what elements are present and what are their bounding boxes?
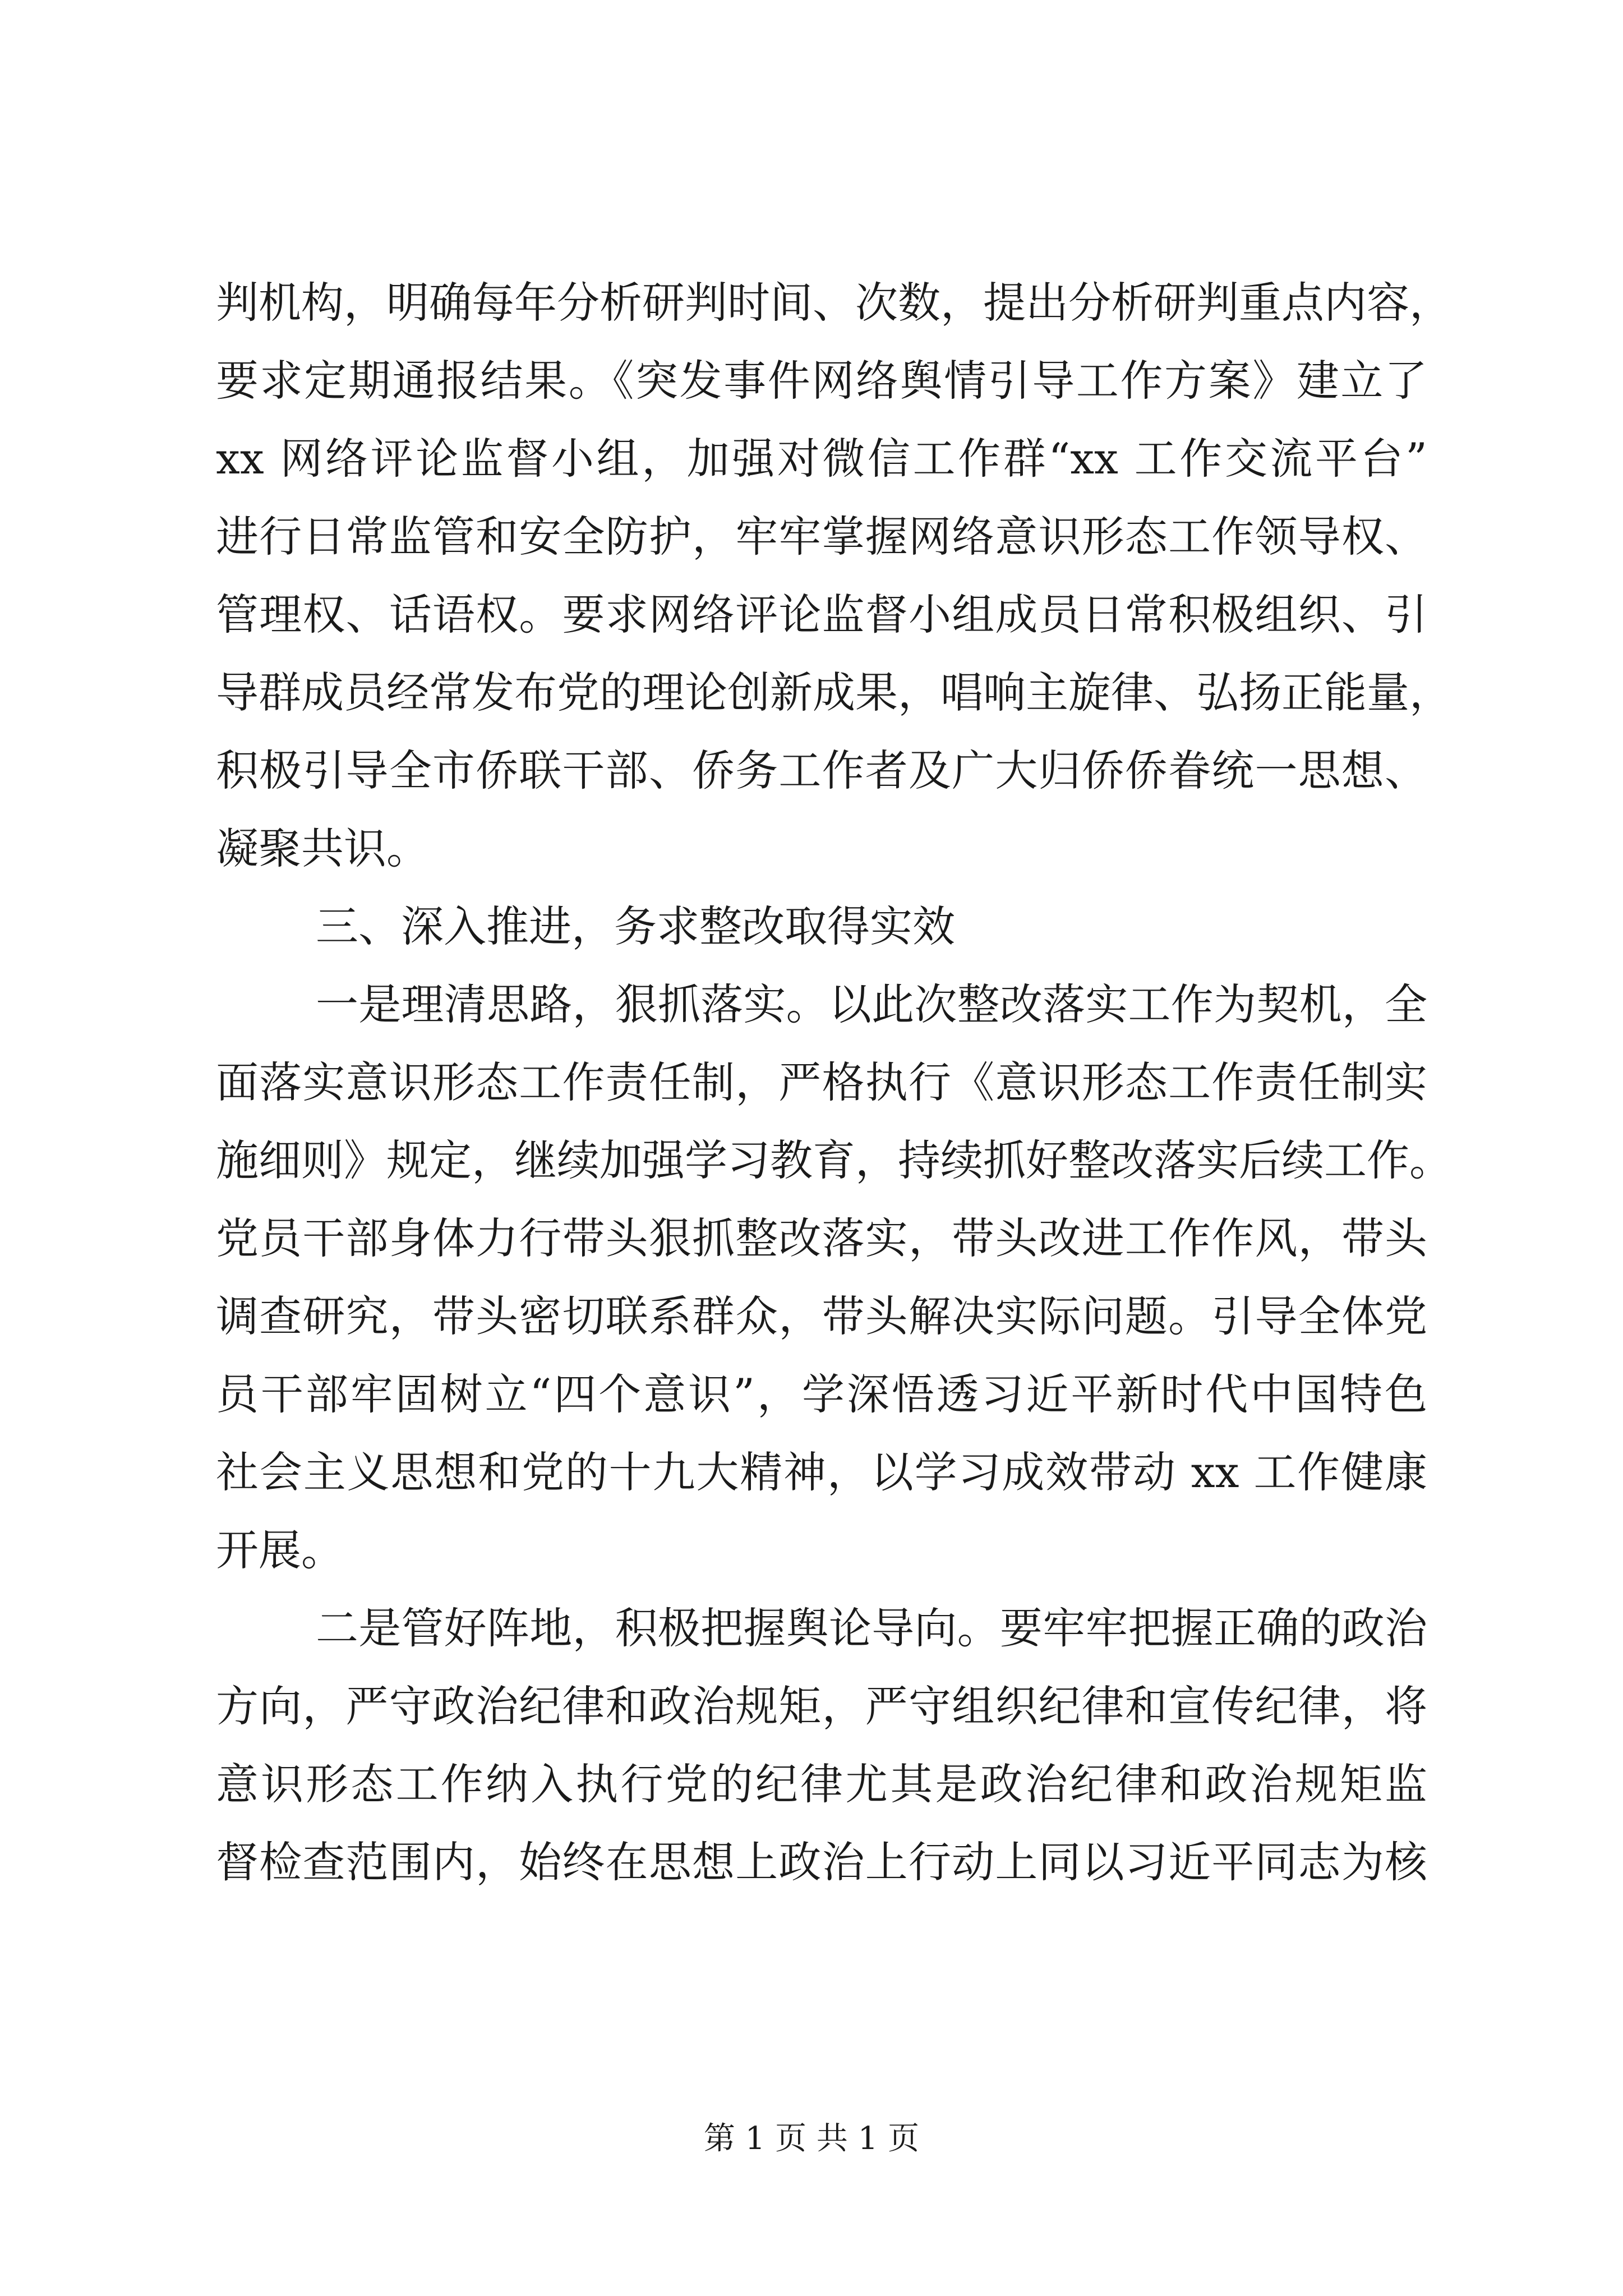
text-line-19: 方向，严守政治纪律和政治规矩，严守组织纪律和宣传纪律，将 bbox=[216, 1681, 1427, 1731]
text-line-15: 员干部牢固树立“四个意识”，学深悟透习近平新时代中国特色 bbox=[216, 1369, 1427, 1419]
text-line-13: 党员干部身体力行带头狠抓整改落实，带头改进工作作风，带头 bbox=[216, 1213, 1427, 1263]
text-line-10: 一是理清思路，狠抓落实。以此次整改落实工作为契机，全 bbox=[316, 979, 1427, 1029]
text-line-14: 调查研究，带头密切联系群众，带头解决实际问题。引导全体党 bbox=[216, 1291, 1427, 1341]
section-heading: 三、深入推进，务求整改取得实效 bbox=[316, 901, 955, 951]
text-line-4: 进行日常监管和安全防护，牢牢掌握网络意识形态工作领导权、 bbox=[216, 512, 1427, 562]
text-line-3: xx 网络评论监督小组，加强对微信工作群“xx 工作交流平台” bbox=[216, 434, 1427, 484]
text-line-21: 督检查范围内，始终在思想上政治上行动上同以习近平同志为核 bbox=[216, 1837, 1427, 1887]
text-line-8: 凝聚共识。 bbox=[216, 823, 429, 873]
page-number-label: 第 1 页 共 1 页 bbox=[703, 2120, 920, 2157]
text-line-20: 意识形态工作纳入执行党的纪律尤其是政治纪律和政治规矩监 bbox=[216, 1759, 1427, 1809]
text-line-17: 开展。 bbox=[216, 1525, 344, 1575]
text-line-12: 施细则》规定，继续加强学习教育，持续抓好整改落实后续工作。 bbox=[216, 1135, 1452, 1185]
text-line-16: 社会主义思想和党的十九大精神，以学习成效带动 xx 工作健康 bbox=[216, 1447, 1427, 1497]
text-line-1: 判机构，明确每年分析研判时间、次数，提出分析研判重点内容， bbox=[216, 278, 1452, 328]
text-line-5: 管理权、话语权。要求网络评论监督小组成员日常积极组织、引 bbox=[216, 590, 1427, 639]
text-line-11: 面落实意识形态工作责任制，严格执行《意识形态工作责任制实 bbox=[216, 1057, 1427, 1107]
text-line-2: 要求定期通报结果。《突发事件网络舆情引导工作方案》建立了 bbox=[216, 356, 1427, 406]
text-line-18: 二是管好阵地，积极把握舆论导向。要牢牢把握正确的政治 bbox=[316, 1603, 1427, 1653]
text-line-6: 导群成员经常发布党的理论创新成果，唱响主旋律、弘扬正能量， bbox=[216, 668, 1452, 717]
text-line-7: 积极引导全市侨联干部、侨务工作者及广大归侨侨眷统一思想、 bbox=[216, 746, 1427, 795]
document-body bbox=[216, 264, 1452, 1901]
page-footer bbox=[0, 2119, 1623, 2159]
